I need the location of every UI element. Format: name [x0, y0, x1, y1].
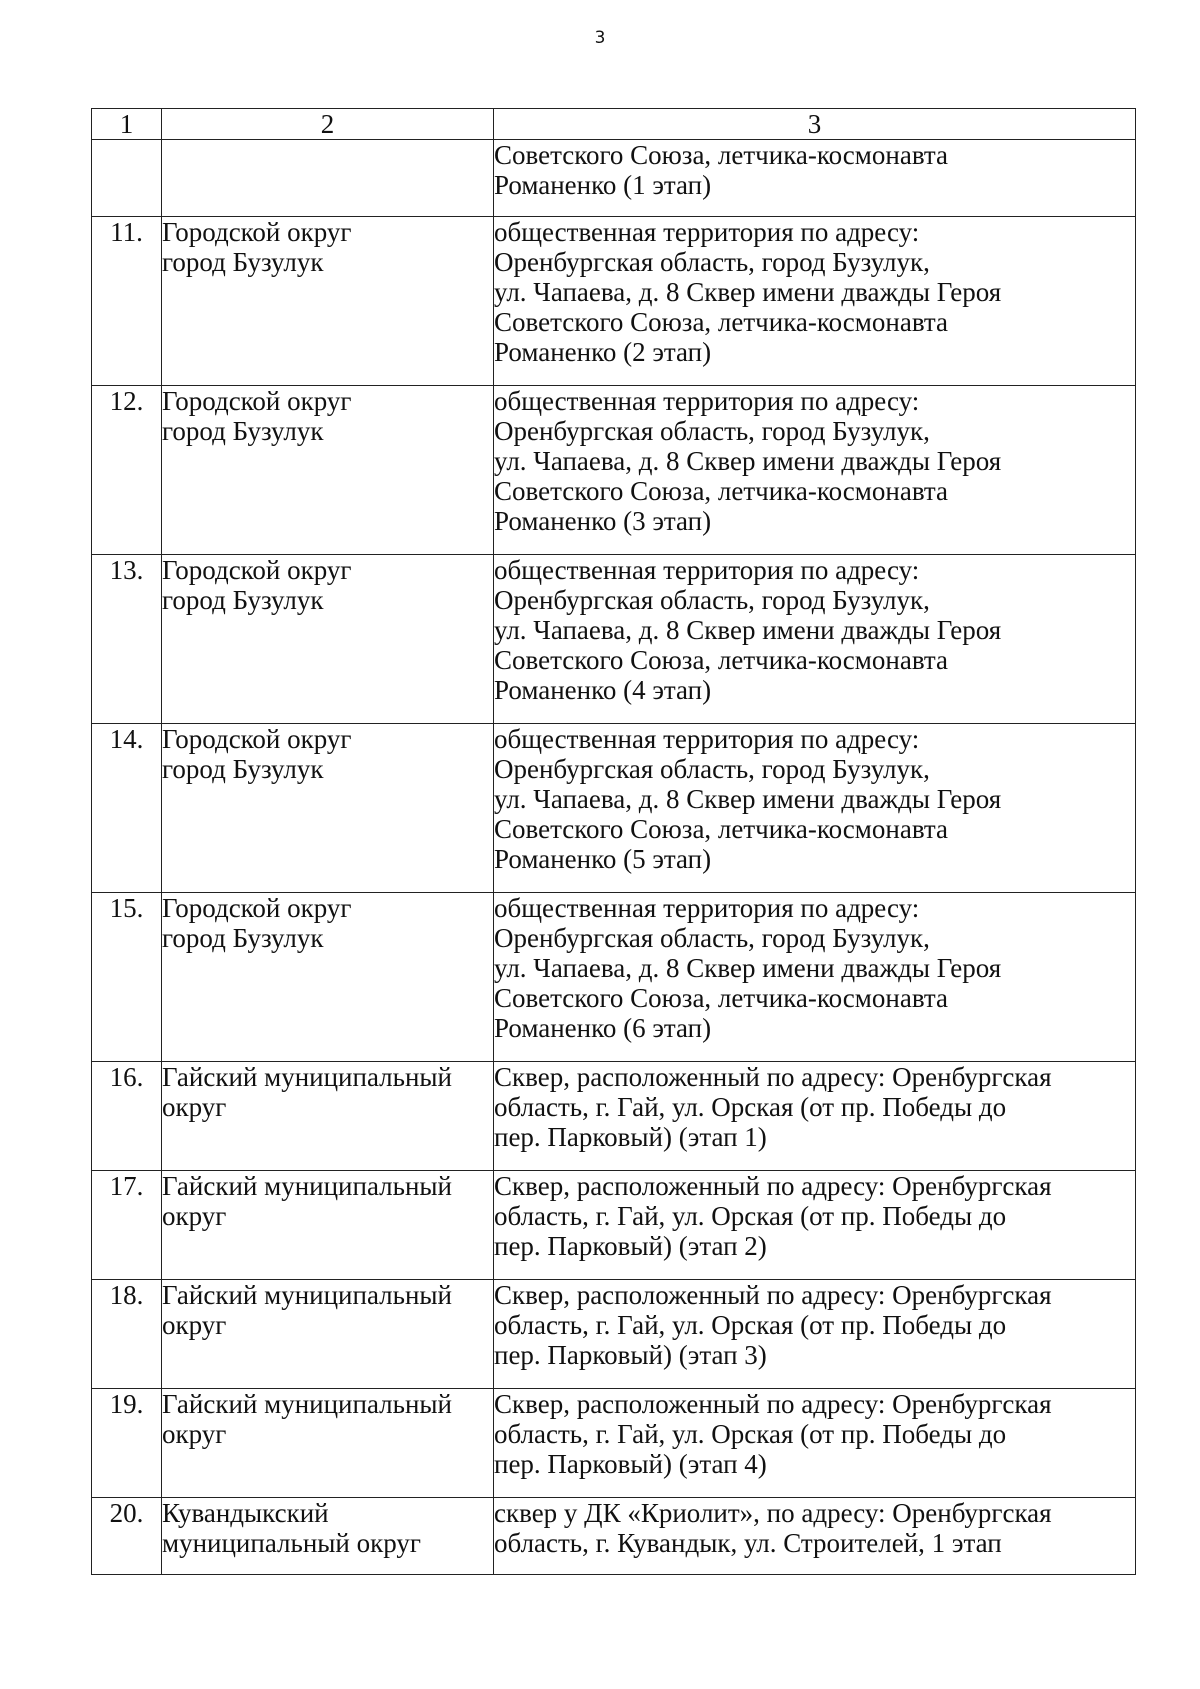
row-municipality: Городской округ город Бузулук — [162, 217, 494, 386]
row-territory: общественная территория по адресу: Оренбургская область, город Бузулук, ул. Чапаева, д. 8 Сквер имени дважды Героя Советского Союза, летчика-космонавта Романенко (4 этап) — [494, 555, 1136, 724]
column-header-territory: 3 — [494, 109, 1136, 140]
column-header-number: 1 — [92, 109, 162, 140]
table-row — [92, 555, 1136, 724]
row-territory: Сквер, расположенный по адресу: Оренбургская область, г. Гай, ул. Орская (от пр. Победы до пер. Парковый) (этап 3) — [494, 1280, 1136, 1389]
row-territory: Сквер, расположенный по адресу: Оренбургская область, г. Гай, ул. Орская (от пр. Победы до пер. Парковый) (этап 1) — [494, 1062, 1136, 1171]
table-row — [92, 386, 1136, 555]
page-number: 3 — [594, 28, 606, 48]
row-territory: общественная территория по адресу: Оренбургская область, город Бузулук, ул. Чапаева, д. 8 Сквер имени дважды Героя Советского Союза, летчика-космонавта Романенко (6 этап) — [494, 893, 1136, 1062]
row-number: 17. — [92, 1171, 162, 1280]
row-number: 15. — [92, 893, 162, 1062]
row-number: 13. — [92, 555, 162, 724]
row-territory: Советского Союза, летчика-космонавта Романенко (1 этап) — [494, 140, 1136, 217]
row-municipality: Гайский муниципальный округ — [162, 1389, 494, 1498]
table-row — [92, 1171, 1136, 1280]
row-number: 20. — [92, 1498, 162, 1575]
table-row — [92, 1062, 1136, 1171]
row-municipality: Гайский муниципальный округ — [162, 1171, 494, 1280]
row-municipality: Гайский муниципальный округ — [162, 1280, 494, 1389]
row-territory: Сквер, расположенный по адресу: Оренбургская область, г. Гай, ул. Орская (от пр. Победы до пер. Парковый) (этап 2) — [494, 1171, 1136, 1280]
row-municipality — [162, 140, 494, 217]
row-municipality: Городской округ город Бузулук — [162, 555, 494, 724]
row-territory: общественная территория по адресу: Оренбургская область, город Бузулук, ул. Чапаева, д. 8 Сквер имени дважды Героя Советского Союза, летчика-космонавта Романенко (2 этап) — [494, 217, 1136, 386]
row-territory: Сквер, расположенный по адресу: Оренбургская область, г. Гай, ул. Орская (от пр. Победы до пер. Парковый) (этап 4) — [494, 1389, 1136, 1498]
row-number: 14. — [92, 724, 162, 893]
table-row — [92, 1389, 1136, 1498]
table-row — [92, 140, 1136, 217]
table-header-row — [92, 109, 1136, 140]
row-number: 11. — [92, 217, 162, 386]
row-municipality: Городской округ город Бузулук — [162, 893, 494, 1062]
row-number — [92, 140, 162, 217]
row-number: 19. — [92, 1389, 162, 1498]
row-territory: общественная территория по адресу: Оренбургская область, город Бузулук, ул. Чапаева, д. 8 Сквер имени дважды Героя Советского Союза, летчика-космонавта Романенко (5 этап) — [494, 724, 1136, 893]
column-header-municipality: 2 — [162, 109, 494, 140]
table-row — [92, 724, 1136, 893]
table-row — [92, 1280, 1136, 1389]
table-row — [92, 1498, 1136, 1575]
row-municipality: Кувандыкский муниципальный округ — [162, 1498, 494, 1575]
row-municipality: Городской округ город Бузулук — [162, 386, 494, 555]
table-row — [92, 217, 1136, 386]
row-municipality: Городской округ город Бузулук — [162, 724, 494, 893]
row-territory: сквер у ДК «Криолит», по адресу: Оренбургская область, г. Кувандык, ул. Строителей, 1 этап — [494, 1498, 1136, 1575]
row-territory: общественная территория по адресу: Оренбургская область, город Бузулук, ул. Чапаева, д. 8 Сквер имени дважды Героя Советского Союза, летчика-космонавта Романенко (3 этап) — [494, 386, 1136, 555]
row-number: 18. — [92, 1280, 162, 1389]
row-municipality: Гайский муниципальный округ — [162, 1062, 494, 1171]
territories-table — [91, 108, 1136, 1575]
table-row — [92, 893, 1136, 1062]
row-number: 16. — [92, 1062, 162, 1171]
row-number: 12. — [92, 386, 162, 555]
